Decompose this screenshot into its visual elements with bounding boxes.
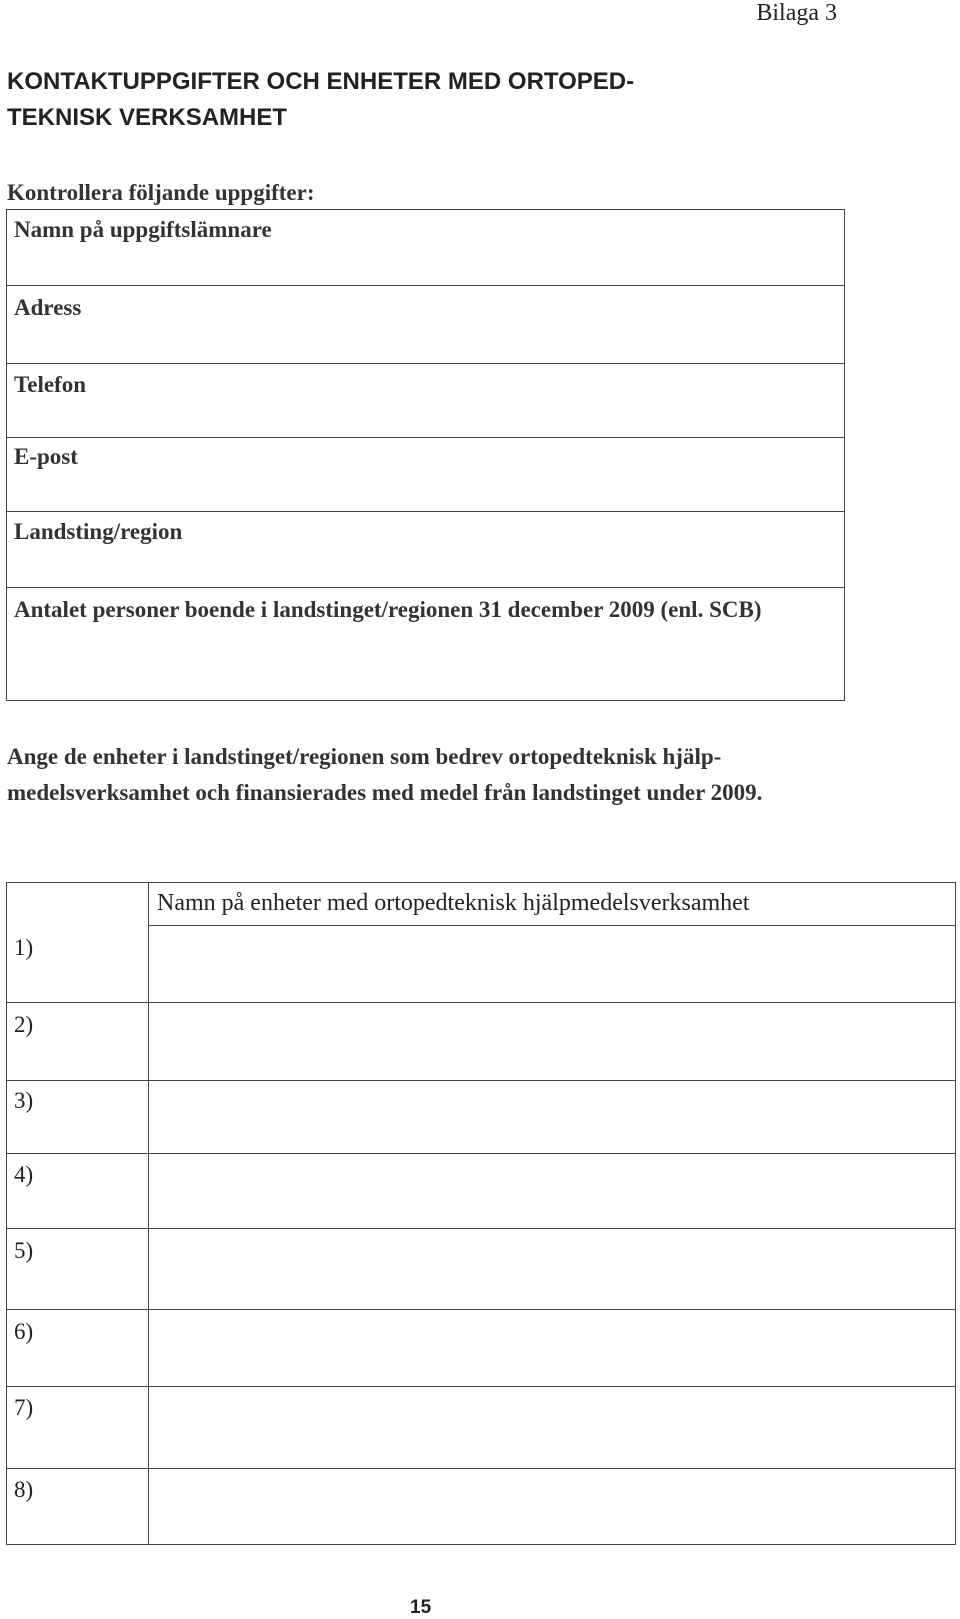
- form-row-phone[interactable]: [7, 364, 844, 438]
- units-column-divider: [148, 883, 149, 1544]
- units-row-divider: [7, 1002, 955, 1003]
- appendix-label: Bilaga 3: [756, 0, 837, 26]
- form-row-population[interactable]: [7, 588, 844, 702]
- form-label-email: E-post: [14, 444, 78, 469]
- page-title-line-1: KONTAKTUPPGIFTER OCH ENHETER MED ORTOPED-: [7, 68, 635, 95]
- form-label-phone: Telefon: [14, 372, 86, 397]
- unit-number-3: 3): [14, 1088, 34, 1113]
- form-label-respondent-name: Namn på uppgiftslämnare: [14, 217, 272, 242]
- units-row-divider: [7, 1228, 955, 1229]
- unit-number-1: 1): [14, 935, 34, 960]
- unit-number-4: 4): [14, 1162, 34, 1187]
- form-row-address[interactable]: [7, 286, 844, 364]
- unit-number-8: 8): [14, 1477, 34, 1502]
- units-row-divider: [7, 1153, 955, 1154]
- unit-number-5: 5): [14, 1238, 34, 1263]
- form-label-address: Adress: [14, 295, 82, 320]
- contact-form-table: [6, 209, 845, 701]
- units-header-divider: [148, 925, 955, 926]
- unit-number-6: 6): [14, 1319, 34, 1344]
- units-table: [6, 882, 956, 1545]
- units-row-divider: [7, 1309, 955, 1310]
- form-row-respondent-name[interactable]: [7, 210, 844, 286]
- page-title-line-2: TEKNISK VERKSAMHET: [7, 104, 288, 131]
- intro-text: Kontrollera följande uppgifter:: [7, 180, 315, 205]
- units-row-divider: [7, 1468, 955, 1469]
- form-label-county-region: Landsting/region: [14, 519, 183, 544]
- units-column-header: Namn på enheter med ortopedteknisk hjälpmedelsverksamhet: [157, 890, 750, 916]
- unit-number-7: 7): [14, 1395, 34, 1420]
- page-number: 15: [410, 1597, 432, 1618]
- units-row-divider: [7, 1080, 955, 1081]
- form-label-population: Antalet personer boende i landstinget/regionen 31 december 2009 (enl. SCB): [14, 597, 762, 622]
- units-row-divider: [7, 1386, 955, 1387]
- page-title: [7, 64, 767, 136]
- form-row-email[interactable]: [7, 438, 844, 512]
- unit-number-2: 2): [14, 1012, 34, 1037]
- units-instruction: Ange de enheter i landstinget/regionen som bedrev ortopedteknisk hjälp-medelsverksamhet och finansierades med medel från landstinget under 2009.: [7, 744, 763, 805]
- form-row-county-region[interactable]: [7, 512, 844, 588]
